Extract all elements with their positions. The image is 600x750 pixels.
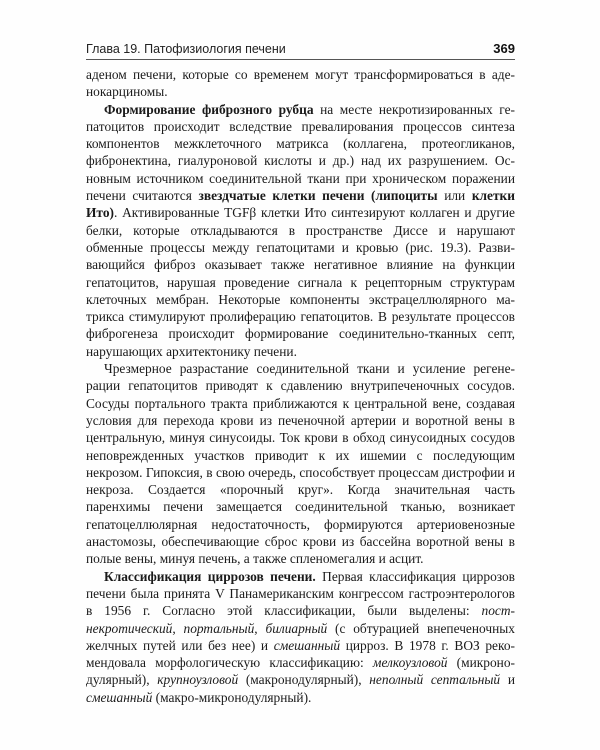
italic-text: портальный [183,620,255,636]
text-run: Первая классификация циррозов печени была принята V Панамериканским конгрессом гастроэнтерологов в 1956 г. Согласно этой классификации, были выделены: [86,568,515,619]
text-run: на месте некротизированных гепатоцитов происходит вследствие превалирования процессов синтеза компонентов межклеточного матрикса (коллагена, протеогликанов, фибронектина, гиалуроновой кислоты и др.) над их разрушением. Основным источником соединительной ткани при хроническом поражении печени считаются [86,101,515,204]
running-head: Глава 19. Патофизиология печени [86,42,286,56]
italic-text: мелкоузловой [372,655,448,671]
italic-text: постнекротический [86,603,515,636]
italic-text: билиарный [265,620,328,636]
text-run: цирроз. В 1978 г. ВОЗ рекомендовала морфологическую классификацию: [86,637,515,671]
italic-text: смешанный [86,689,153,705]
bold-text: клетки Ито) [86,188,515,221]
text-run: (микронодулярный), [86,655,515,688]
text-run: (макронодулярный), [238,672,370,688]
italic-text: неполный септальный [369,672,501,688]
bold-text: звездчатые клетки печени (липоциты [198,188,438,204]
text-run: (с обтурацией внепеченочных желчных путей или без нее) и [86,620,515,653]
paragraph [86,360,515,568]
bold-text: Классификация циррозов печени. [104,568,316,584]
text-run: (макро-микронодулярный). [152,689,312,705]
paragraph [86,66,515,101]
text-run: , [254,620,266,636]
page-header [86,38,515,60]
text-run: Чрезмерное разрастание соединительной ткани и усиление регенерации гепатоцитов приводят к сдавлению внутрипеченочных сосудов. Сосуды портального тракта приближаются к центральной вене, создавая условия для перехода крови из печеночной артерии и воротной вены в центральную, минуя синусоиды. Ток крови в обход синусоидных сосудов неповрежденных участков приводит к их ишемии с последующим некрозом. Гипоксия, в свою очередь, способствует процессам дистрофии и некроза. Создается «порочный круг». Когда значительная часть паренхимы печени замещается соединительной тканью, возникает гепатоцеллюлярная недостаточность, формируются артериовенозные анастомозы, обеспечивающие сброс крови из бассейна воротной вены в полые вены, минуя печень, а также спленомегалия и асцит. [86,361,515,567]
paragraph [86,568,515,706]
text-run: . Активированные TGFβ клетки Ито синтезируют коллаген и другие белки, которые откладываются в пространстве Диссе и нарушают обменные процессы между гепатоцитами и кровью (рис. 19.3). Развивающийся фиброз оказывает также негативное влияние на функции гепатоцитов, нарушая проведение сигнала к рецепторным структурам клеточных мембран. Некоторые компоненты экстрацеллюлярного матрикса стимулируют пролиферацию гепатоцитов. В результате процессов фиброгенеза происходит формирование соединительно-тканных септ, нарушающих архитектонику печени. [86,205,515,359]
text-run: и [500,672,515,688]
body-text [86,66,515,706]
bold-text: Формирование фиброзного рубца [104,101,314,117]
text-run: или [437,188,472,204]
italic-text: крупноузловой [157,672,239,688]
italic-text: смешанный [273,637,341,653]
text-run: , [172,620,184,636]
header-rule [86,59,515,60]
page-number: 369 [493,41,515,56]
paragraph [86,101,515,360]
text-run: аденом печени, которые со временем могут трансформироваться в аденокарциномы. [86,67,515,100]
